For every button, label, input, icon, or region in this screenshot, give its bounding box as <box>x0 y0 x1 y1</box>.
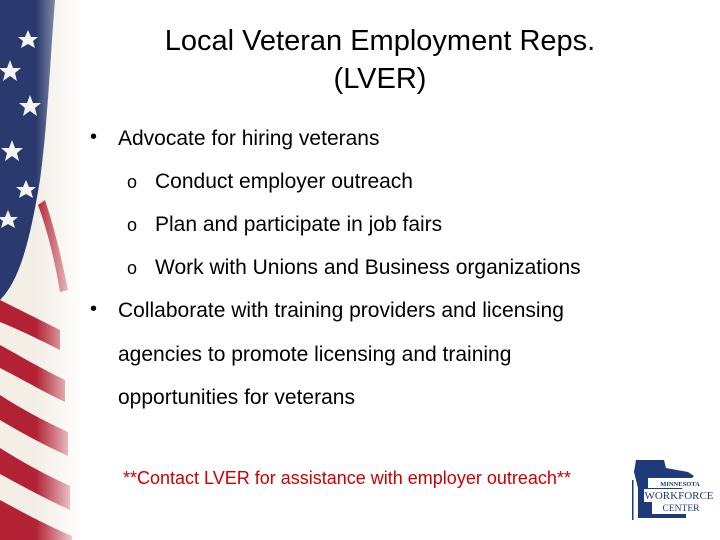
american-flag-image <box>0 0 80 540</box>
contact-note: **Contact LVER for assistance with employer outreach** <box>123 468 571 488</box>
logo-line-2: WORKFORCE <box>644 490 714 502</box>
sub-bullet-outreach: Conduct employer outreach <box>155 170 413 193</box>
minnesota-state-icon <box>630 458 715 520</box>
logo-line-3: CENTER <box>662 504 700 514</box>
logo-line-1: MINNESOTA <box>660 481 700 488</box>
bullet-collaborate-line-2: agencies to promote licensing and training <box>118 343 512 366</box>
bullet-advocate: Advocate for hiring veterans <box>118 127 380 150</box>
bullet-marker: • <box>90 298 98 320</box>
bullet-marker: • <box>90 126 98 148</box>
workforce-center-logo <box>630 458 715 520</box>
sub-bullet-unions: Work with Unions and Business organizations <box>155 256 581 279</box>
sub-bullet-marker: o <box>127 258 138 278</box>
sub-bullet-marker: o <box>127 172 138 192</box>
title-line-2: (LVER) <box>333 63 427 95</box>
title-line-1: Local Veteran Employment Reps. <box>164 25 596 57</box>
flag-fade-overlay <box>0 0 80 540</box>
bullet-collaborate-line-1: Collaborate with training providers and licensing <box>118 299 564 322</box>
sub-bullet-marker: o <box>127 215 138 235</box>
bullet-collaborate-line-3: opportunities for veterans <box>118 386 355 409</box>
sub-bullet-job-fairs: Plan and participate in job fairs <box>155 213 443 236</box>
slide-title <box>95 22 665 98</box>
